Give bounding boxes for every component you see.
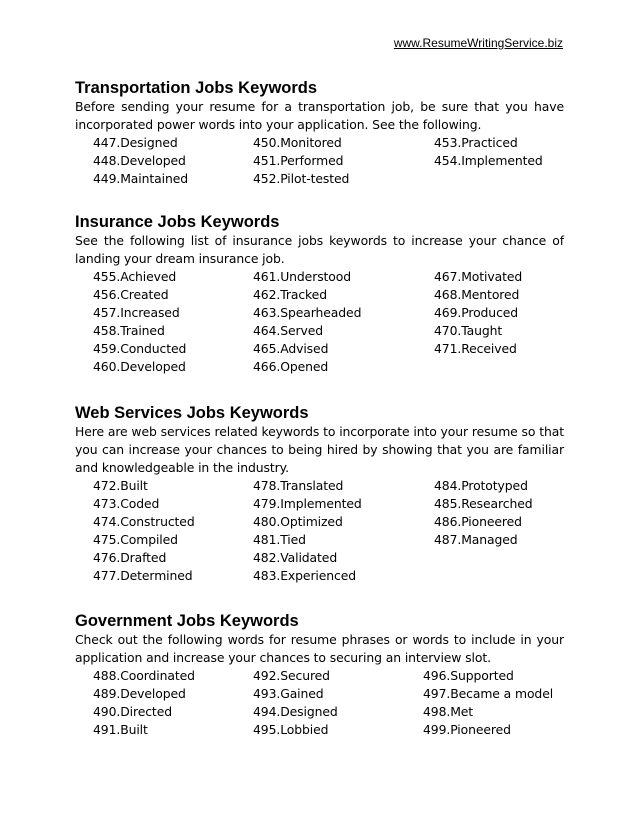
keyword-item: 451.Performed xyxy=(253,153,344,168)
section-description: Check out the following words for resume phrases or words to include in your application and increase your chances to securing an interview slot. xyxy=(75,632,564,665)
keyword-item: 490.Directed xyxy=(93,704,172,719)
section-description: Here are web services related keywords to incorporate into your resume so that you can increase your chances to being hired by showing that you are familiar and knowledgeable in the industry. xyxy=(75,424,564,475)
keyword-item: 487.Managed xyxy=(434,532,518,547)
keyword-item: 483.Experienced xyxy=(253,568,357,583)
section-title: Web Services Jobs Keywords xyxy=(75,404,309,422)
keyword-item: 471.Received xyxy=(434,341,517,356)
keyword-item: 499.Pioneered xyxy=(423,722,511,737)
keyword-item: 497.Became a model xyxy=(423,686,554,701)
keyword-item: 494.Designed xyxy=(253,704,338,719)
keyword-item: 454.Implemented xyxy=(434,153,543,168)
section-transportation xyxy=(75,78,564,188)
keyword-item: 461.Understood xyxy=(253,269,352,284)
keyword-list xyxy=(75,134,564,188)
keyword-item: 450.Monitored xyxy=(253,135,342,150)
section-description: See the following list of insurance jobs keywords to increase your chance of landing your dream insurance job. xyxy=(75,233,564,266)
keyword-item: 463.Spearheaded xyxy=(253,305,362,320)
keyword-item: 476.Drafted xyxy=(93,550,167,565)
keyword-list xyxy=(75,667,564,739)
keyword-item: 465.Advised xyxy=(253,341,329,356)
keyword-item: 462.Tracked xyxy=(253,287,327,302)
keyword-item: 464.Served xyxy=(253,323,323,338)
section-insurance xyxy=(75,212,564,376)
keyword-item: 448.Developed xyxy=(93,153,186,168)
keyword-item: 469.Produced xyxy=(434,305,519,320)
keyword-item: 467.Motivated xyxy=(434,269,523,284)
keyword-item: 488.Coordinated xyxy=(93,668,195,683)
keyword-item: 449.Maintained xyxy=(93,171,189,186)
keyword-item: 491.Built xyxy=(93,722,148,737)
header-url: www.ResumeWritingService.biz xyxy=(393,36,563,50)
keyword-list xyxy=(75,477,564,585)
keyword-item: 492.Secured xyxy=(253,668,330,683)
keyword-item: 456.Created xyxy=(93,287,169,302)
keyword-item: 453.Practiced xyxy=(434,135,518,150)
section-title: Transportation Jobs Keywords xyxy=(75,79,318,97)
keyword-item: 498.Met xyxy=(423,704,474,719)
keyword-item: 475.Compiled xyxy=(93,532,178,547)
keyword-item: 478.Translated xyxy=(253,478,344,493)
keyword-item: 493.Gained xyxy=(253,686,324,701)
keyword-item: 474.Constructed xyxy=(93,514,195,529)
keyword-item: 486.Pioneered xyxy=(434,514,522,529)
section-title: Insurance Jobs Keywords xyxy=(75,213,280,231)
keyword-item: 466.Opened xyxy=(253,359,329,374)
section-government xyxy=(75,611,564,739)
section-description: Before sending your resume for a transportation job, be sure that you have incorporated power words into your application. See the following. xyxy=(75,99,564,132)
section-web-services xyxy=(75,403,564,585)
keyword-item: 485.Researched xyxy=(434,496,533,511)
keyword-item: 459.Conducted xyxy=(93,341,187,356)
section-title: Government Jobs Keywords xyxy=(75,612,299,630)
keyword-item: 482.Validated xyxy=(253,550,338,565)
keyword-item: 480.Optimized xyxy=(253,514,343,529)
keyword-item: 489.Developed xyxy=(93,686,186,701)
keyword-item: 472.Built xyxy=(93,478,148,493)
keyword-item: 479.Implemented xyxy=(253,496,362,511)
keyword-item: 455.Achieved xyxy=(93,269,177,284)
keyword-item: 452.Pilot-tested xyxy=(253,171,350,186)
keyword-item: 484.Prototyped xyxy=(434,478,528,493)
keyword-item: 481.Tied xyxy=(253,532,306,547)
keyword-item: 477.Determined xyxy=(93,568,193,583)
keyword-item: 496.Supported xyxy=(423,668,514,683)
keyword-item: 495.Lobbied xyxy=(253,722,329,737)
keyword-item: 447.Designed xyxy=(93,135,178,150)
keyword-item: 473.Coded xyxy=(93,496,160,511)
keyword-list xyxy=(75,268,564,376)
keyword-item: 458.Trained xyxy=(93,323,165,338)
keyword-item: 457.Increased xyxy=(93,305,180,320)
keyword-item: 470.Taught xyxy=(434,323,503,338)
keyword-item: 468.Mentored xyxy=(434,287,520,302)
keyword-item: 460.Developed xyxy=(93,359,186,374)
